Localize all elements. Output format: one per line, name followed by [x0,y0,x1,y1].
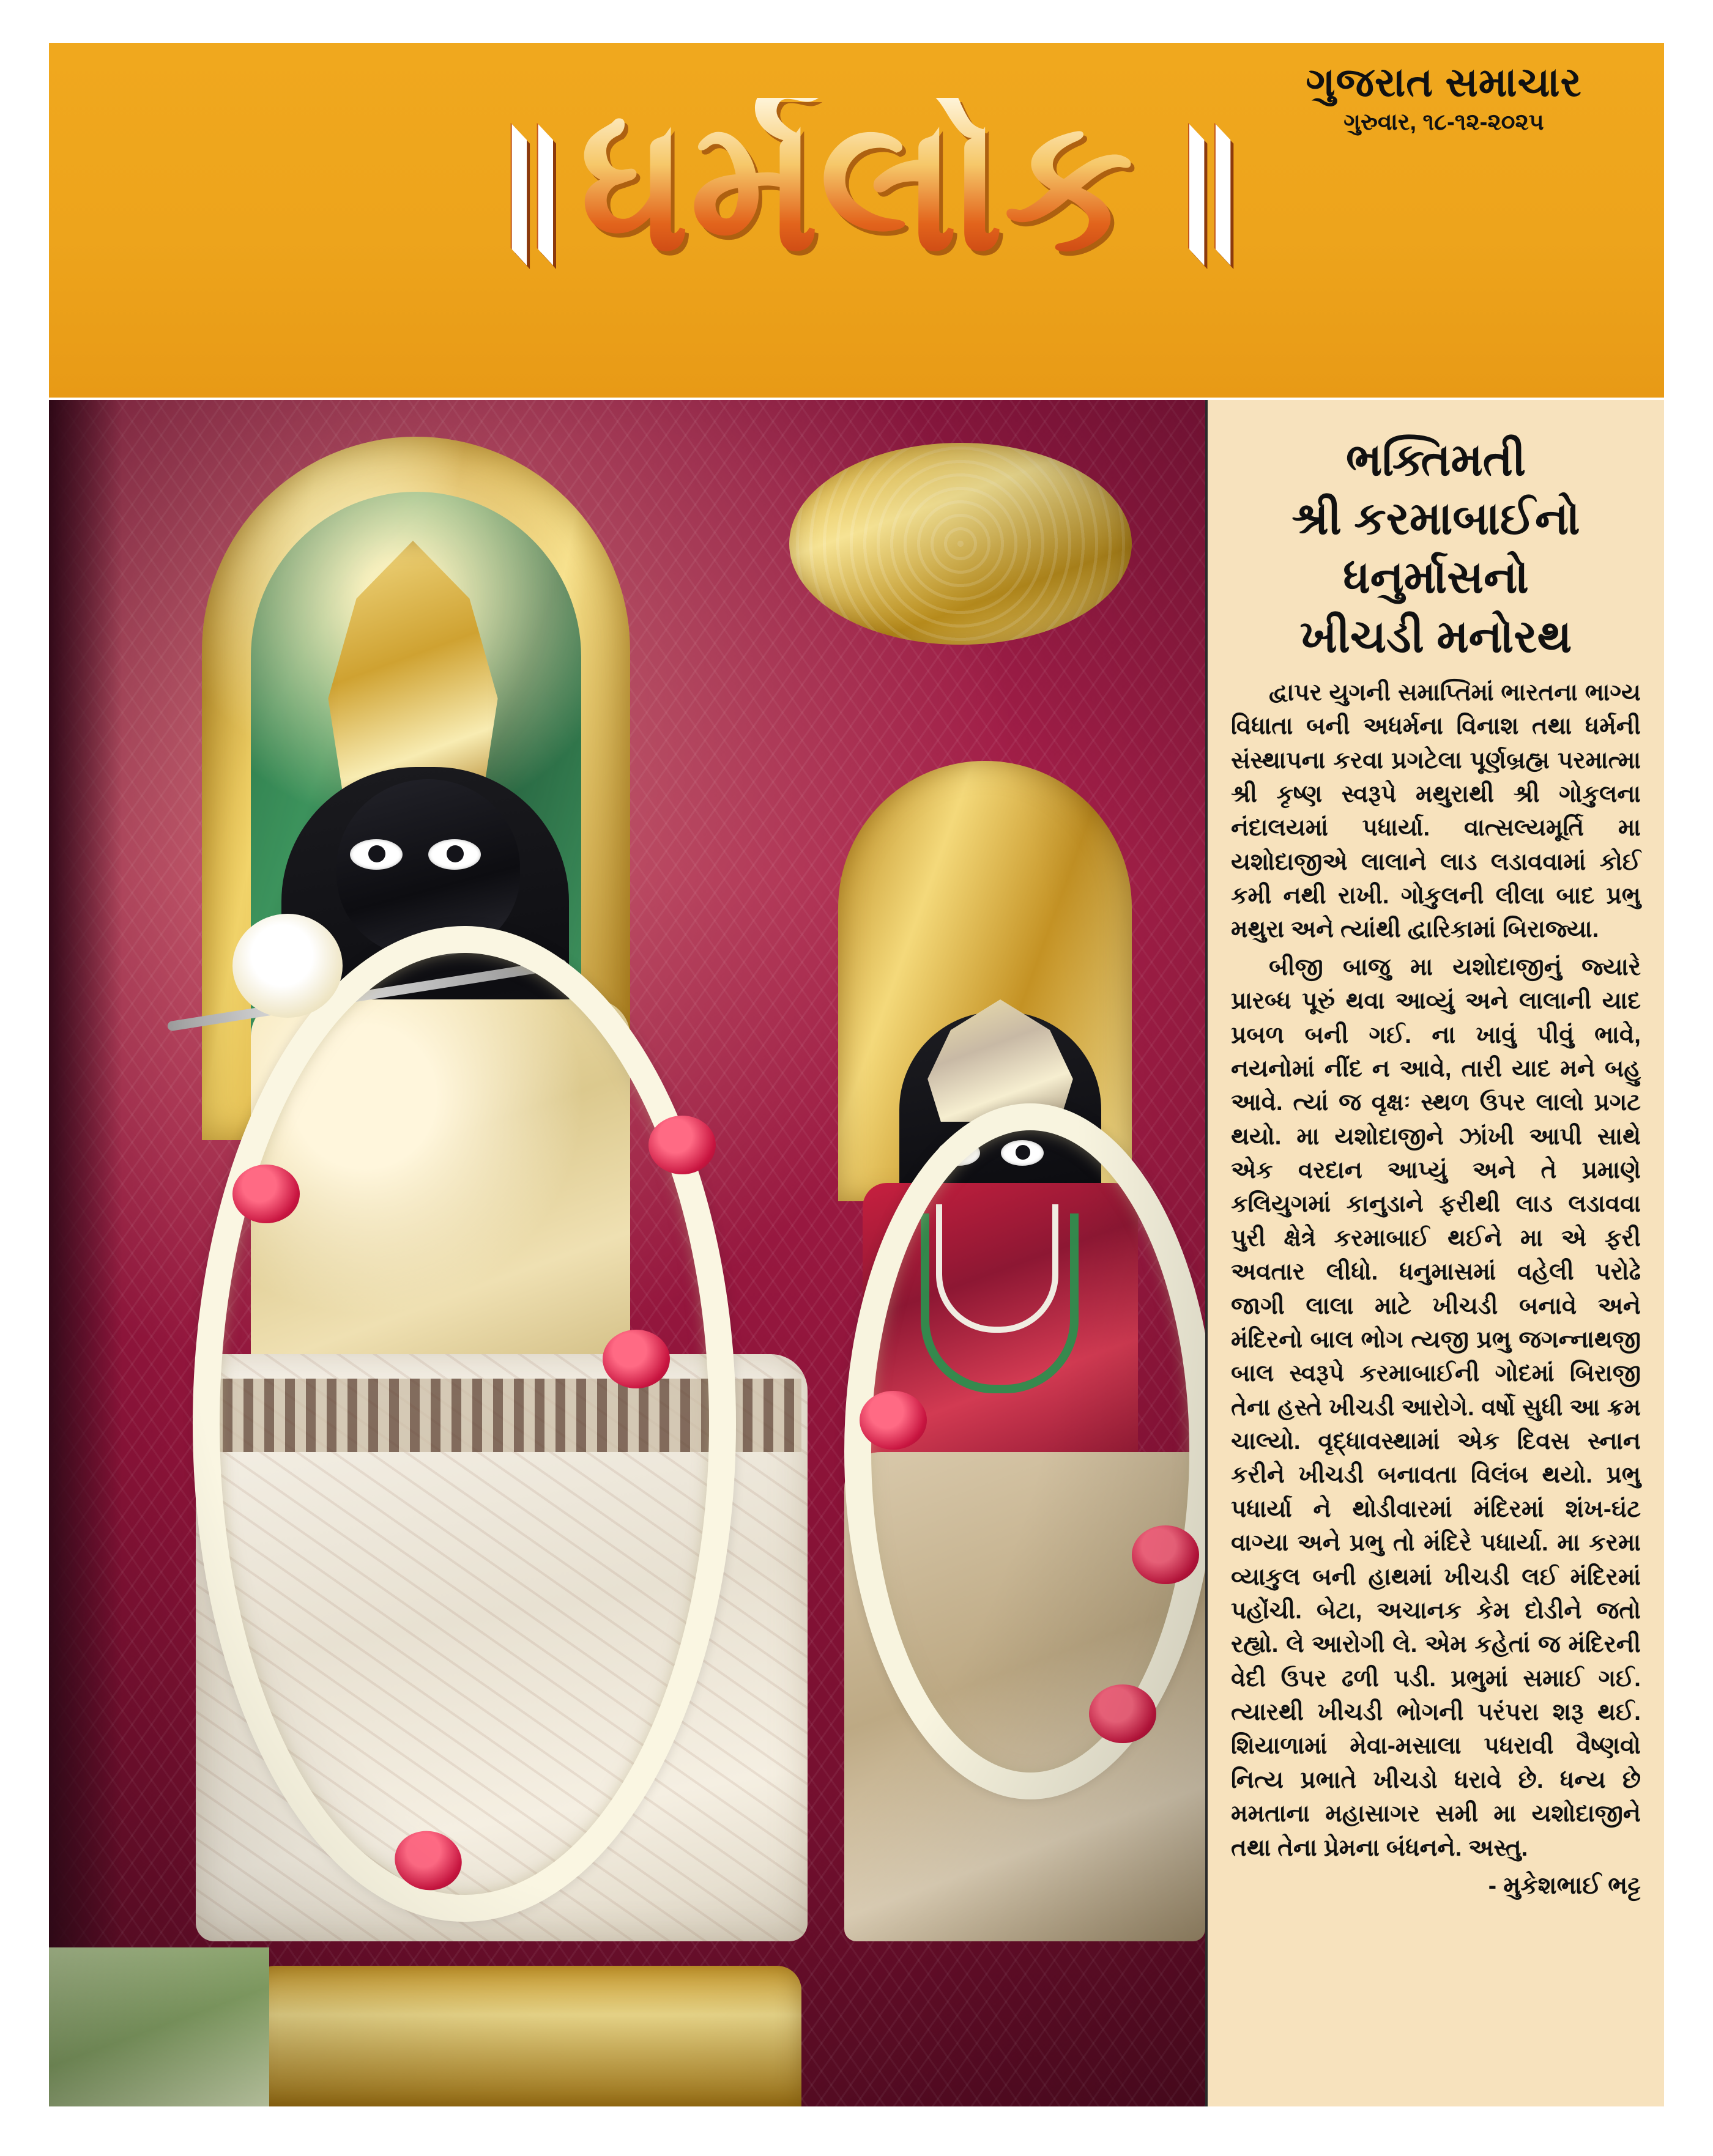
publication-name: ગુજરાત સમાચાર [1306,59,1582,105]
page-content [49,400,1664,2106]
issue-date: ગુરુવાર, ૧૮-૧૨-૨૦૨૫ [1343,109,1544,136]
article-paragraph: દ્વાપર યુગની સમાપ્તિમાં ભારતના ભાગ્ય વિધાતા બની અધર્મના વિનાશ તથા ધર્મની સંસ્થાપના કરવા પ્રગટેલા પૂર્ણબ્રહ્મ પરમાત્મા શ્રી કૃષ્ણ સ્વરૂપે મથુરાથી શ્રી ગોકુલના નંદાલયમાં પધાર્યા. વાત્સલ્યમૂર્તિ મા યશોદાજીએ લાલાને લાડ લડાવવામાં કોઈ કમી નથી રાખી. ગોકુલની લીલા બાદ પ્રભુ મથુરા અને ત્યાંથી દ્વારિકામાં બિરાજ્યા. [1231,679,1641,943]
article-body [1231,676,1641,1865]
lead-photo [49,400,1205,2106]
article-paragraph: બીજી બાજુ મા યશોદાજીનું જ્યારે પ્રારબ્ધ પૂરું થવા આવ્યું અને લાલાની યાદ પ્રબળ બની ગઈ. ના ખાવું પીવું ભાવે, નયનોમાં નીંદ ન આવે, તારી યાદ મને બહુ આવે. ત્યાં જ વૃક્ષઃ સ્થળ ઉપર લાલો પ્રગટ થયો. મા યશોદાજીને ઝાંખી આપી સાથે એક વરદાન આપ્યું અને તે પ્રમાણે કલિયુગમાં કાનુડાને ફરીથી લાડ લડાવવા પુરી ક્ષેત્રે કરમાબાઈ થઈને મા એ ફરી અવતાર લીધો. ધનુમાસમાં વહેલી પરોઢે જાગી લાલા માટે ખીચડી બનાવે અને મંદિરનો બાલ ભોગ ત્યજી પ્રભુ જગન્નાથજી બાલ સ્વરૂપે કરમાબાઈની ગોદમાં બિરાજી તેના હસ્તે ખીચડી આરોગે. વર્ષો સુધી આ ક્રમ ચાલ્યો. વૃદ્ધાવસ્થામાં એક દિવસ સ્નાન કરીને ખીચડી બનાવતા વિલંબ થયો. પ્રભુ પધાર્યા ને થોડીવારમાં મંદિરમાં શંખ-ઘંટ વાગ્યા અને પ્રભુ તો મંદિરે પધાર્યા. મા કરમા વ્યાકુલ બની હાથમાં ખીચડી લઈ મંદિરમાં પહોંચી. બેટા, અચાનક કેમ દોડીને જતો રહ્યો. લે આરોગી લે. એમ કહેતાં જ મંદિરની વેદી ઉપર ઢળી પડી. પ્રભુમાં સમાઈ ગઈ. ત્યારથી ખીચડી ભોગની પરંપરા શરૂ થઈ. શિયાળામાં મેવા-મસાલા પધરાવી વૈષ્ણવો નિત્ય પ્રભાતે ખીચડો ધરાવે છે. ધન્ય છે મમતાના મહાસાગર સમી મા યશોદાજીને તથા તેના પ્રેમના બંધનને. અસ્તુ. [1231,954,1641,1861]
article-column [1205,400,1664,2106]
headline-line-4: ખીચડી મનોરથ [1299,610,1572,662]
article-byline: - મુકેશભાઈ ભટ્ટ [1488,1872,1641,1899]
headline-line-1: ભક્તિમતી [1345,434,1526,485]
article-headline [1231,431,1641,666]
headline-line-3: ધનુર્માસનો [1343,552,1529,603]
masthead [49,43,1664,398]
logo-left-bars: ॥ [478,82,558,288]
photo-vignette [49,400,1205,2106]
headline-line-2: શ્રી કરમાબાઈનો [1291,493,1580,544]
logo-right-bars: ॥ [1155,82,1235,288]
supplement-title: ધર્મલોક [579,82,1134,287]
